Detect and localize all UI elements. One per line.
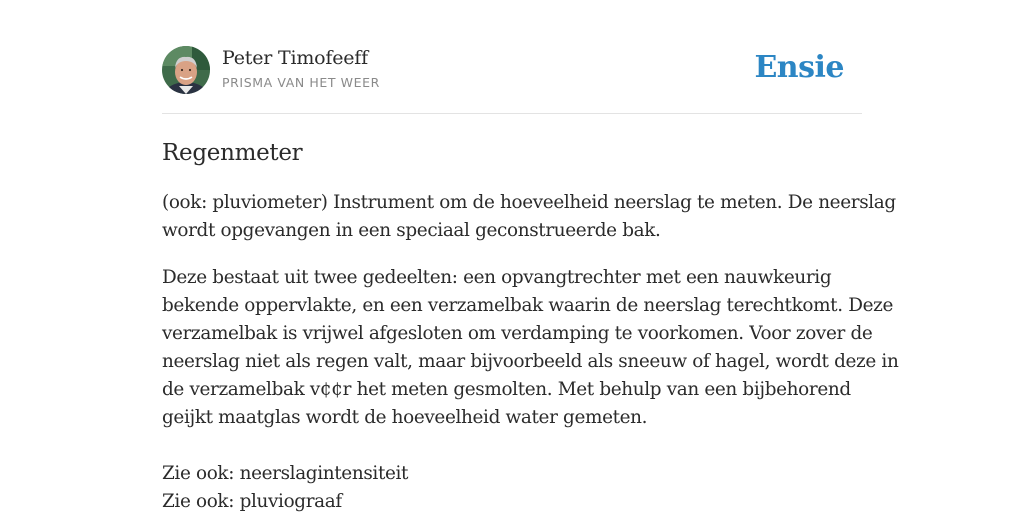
see-also-pluviograaf[interactable]: Zie ook: pluviograaf bbox=[162, 491, 342, 512]
author-avatar[interactable] bbox=[162, 46, 210, 94]
paragraph-line: (ook: pluviometer) Instrument om de hoeveelheid neerslag te meten. De neerslag bbox=[162, 192, 896, 213]
author-name[interactable]: Peter Timofeeff bbox=[222, 47, 368, 69]
see-also-list bbox=[162, 460, 868, 512]
article-paragraph bbox=[162, 264, 899, 432]
author-source[interactable]: PRISMA VAN HET WEER bbox=[222, 75, 380, 90]
paragraph-line: geijkt maatglas wordt de hoeveelheid water gemeten. bbox=[162, 407, 648, 428]
header-divider bbox=[162, 113, 862, 114]
paragraph-line: bekende oppervlakte, en een verzamelbak waarin de neerslag terechtkomt. Deze bbox=[162, 295, 894, 316]
ensie-logo[interactable]: Ensie bbox=[754, 50, 844, 85]
see-also-neerslagintensiteit[interactable]: Zie ook: neerslagintensiteit bbox=[162, 463, 409, 484]
article-title: Regenmeter bbox=[162, 140, 303, 166]
avatar-photo bbox=[162, 46, 210, 94]
paragraph-line: neerslag niet als regen valt, maar bijvoorbeeld als sneeuw of hagel, wordt deze in bbox=[162, 351, 899, 372]
article-paragraph bbox=[162, 189, 896, 245]
article-content bbox=[162, 136, 899, 512]
paragraph-line: wordt opgevangen in een speciaal geconstrueerde bak. bbox=[162, 220, 661, 241]
paragraph-line: de verzamelbak v¢¢r het meten gesmolten. Met behulp van een bijbehorend bbox=[162, 379, 851, 400]
paragraph-line: verzamelbak is vrijwel afgesloten om verdamping te voorkomen. Voor zover de bbox=[162, 323, 873, 344]
author-header bbox=[162, 46, 862, 96]
paragraph-line: Deze bestaat uit twee gedeelten: een opvangtrechter met een nauwkeurig bbox=[162, 267, 832, 288]
